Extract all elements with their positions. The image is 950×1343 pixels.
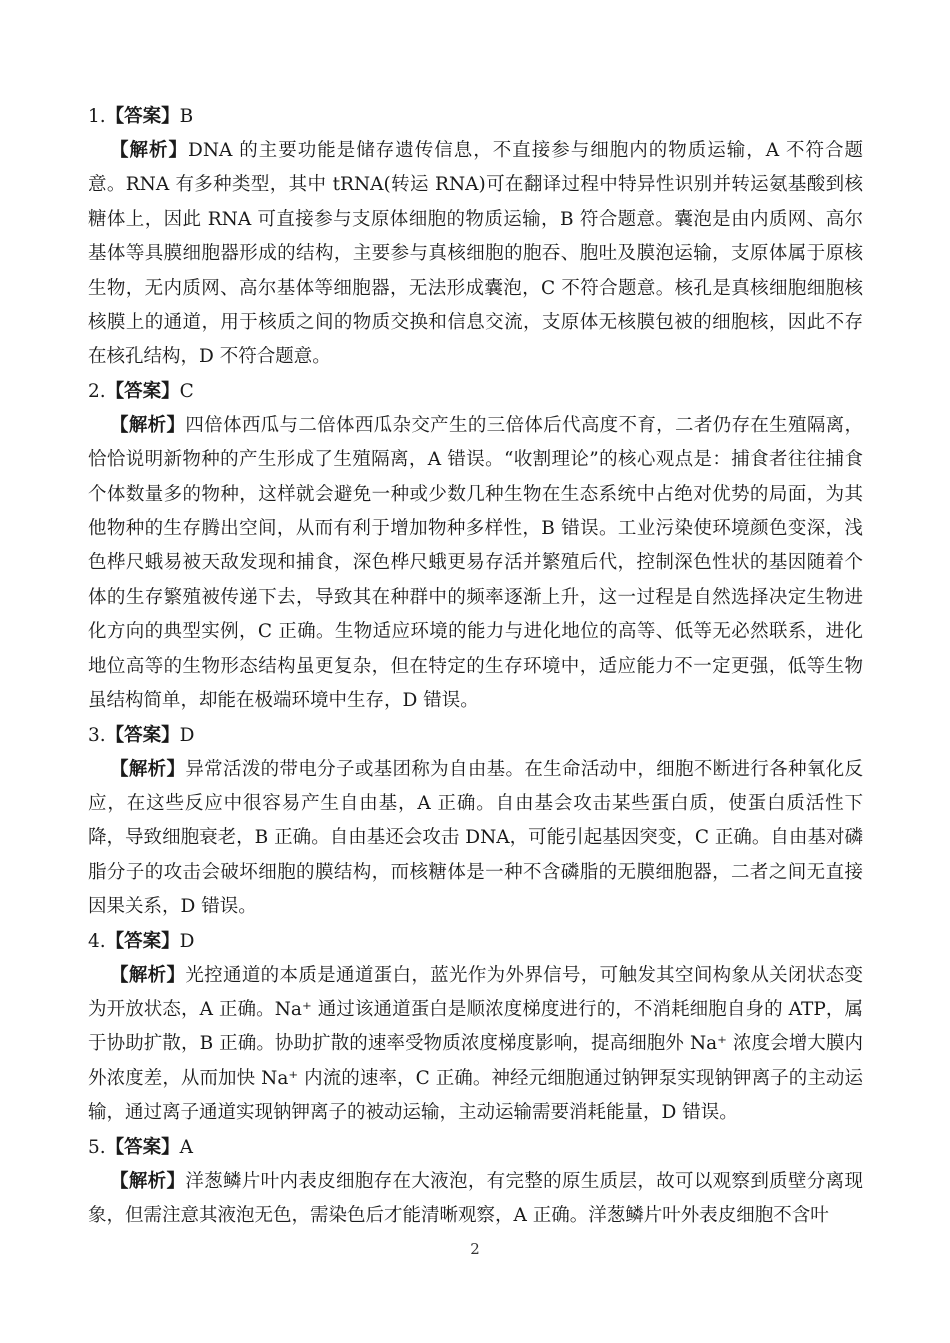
answer-tag: 【答案】: [105, 930, 180, 952]
answer-letter: D: [179, 930, 195, 952]
analysis-text: DNA 的主要功能是储存遗传信息，不直接参与细胞内的物质运输，A 不符合题意。RNA 有多种类型，其中 tRNA(转运 RNA)可在翻译过程中特异性识别并转运氨基酸到核糖体上，因此 RNA 可直接参与支原体细胞的物质运输，B 符合题意。囊泡是由内质网、高尔基体等具膜细胞器形成的结构，主要参与真核细胞的胞吞、胞吐及膜泡运输，支原体属于原核生物，无内质网、高尔基体等细胞器，无法形成囊泡，C 不符合题意。核孔是真核细胞细胞核核膜上的通道，用于核质之间的物质交换和信息交流，支原体无核膜包被的细胞核，因此不存在核孔结构，D 不符合题意。: [88, 140, 863, 368]
analysis-text: 四倍体西瓜与二倍体西瓜杂交产生的三倍体后代高度不育，二者仍存在生殖隔离，恰恰说明新物种的产生形成了生殖隔离，A 错误。“收割理论”的核心观点是：捕食者往往捕食个体数量多的物种，这样就会避免一种或少数几种生物在生态系统中占绝对优势的局面，为其他物种的生存腾出空间，从而有利于增加物种多样性，B 错误。工业污染使环境颜色变深，浅色桦尺蛾易被天敌发现和捕食，深色桦尺蛾更易存活并繁殖后代，控制深色性状的基因随着个体的生存繁殖被传递下去，导致其在种群中的频率逐渐上升，这一过程是自然选择决定生物进化方向的典型实例，C 正确。生物适应环境的能力与进化地位的高等、低等无必然联系，进化地位高等的生物形态结构虽更复杂，但在特定的生存环境中，适应能力不一定更强，低等生物虽结构简单，却能在极端环境中生存，D 错误。: [88, 414, 863, 712]
analysis-tag: 【解析】: [110, 414, 186, 436]
analysis-text: 光控通道的本质是通道蛋白，蓝光作为外界信号，可触发其空间构象从关闭状态变为开放状态，A 正确。Na⁺ 通过该通道蛋白是顺浓度梯度进行的，不消耗细胞自身的 ATP，属于协助扩散，B 正确。协助扩散的速率受物质浓度梯度影响，提高细胞外 Na⁺ 浓度会增大膜内外浓度差，从而加快 Na⁺ 内流的速率，C 正确。神经元细胞通过钠钾泵实现钠钾离子的主动运输，通过离子通道实现钠钾离子的被动运输，主动运输需要消耗能量，D 错误。: [88, 964, 863, 1124]
question-number: 5.: [88, 1136, 106, 1158]
analysis-tag: 【解析】: [110, 758, 186, 780]
question-5: [88, 1131, 863, 1234]
question-2: [88, 375, 863, 719]
question-number: 2.: [88, 380, 106, 402]
answer-tag: 【答案】: [105, 106, 180, 127]
analysis-text: 洋葱鳞片叶内表皮细胞存在大液泡，有完整的原生质层，故可以观察到质壁分离现象，但需注意其液泡无色，需染色后才能清晰观察，A 正确。洋葱鳞片叶外表皮细胞不含叶: [88, 1170, 863, 1226]
question-number: 4.: [88, 930, 106, 952]
analysis-paragraph: [88, 134, 863, 375]
analysis-paragraph: [88, 753, 863, 925]
answer-letter: B: [179, 106, 194, 127]
answer-line: [88, 100, 863, 134]
answer-line: [88, 375, 863, 409]
answer-line: [88, 719, 863, 753]
analysis-tag: 【解析】: [110, 1170, 186, 1192]
answer-line: [88, 1131, 863, 1165]
answer-line: [88, 925, 863, 959]
answer-tag: 【答案】: [105, 380, 180, 402]
answer-tag: 【答案】: [105, 1136, 180, 1158]
question-number: 1.: [88, 106, 106, 127]
answer-key-content: [88, 100, 863, 1233]
page-number: 2: [470, 1240, 480, 1258]
question-1: [88, 100, 863, 375]
analysis-tag: 【解析】: [110, 140, 188, 161]
answer-letter: C: [179, 380, 194, 402]
analysis-paragraph: [88, 1165, 863, 1234]
question-4: [88, 925, 863, 1131]
answer-tag: 【答案】: [105, 724, 180, 746]
question-number: 3.: [88, 724, 106, 746]
analysis-paragraph: [88, 409, 863, 719]
answer-letter: D: [179, 724, 195, 746]
analysis-paragraph: [88, 959, 863, 1131]
analysis-tag: 【解析】: [110, 964, 186, 986]
analysis-text: 异常活泼的带电分子或基团称为自由基。在生命活动中，细胞不断进行各种氧化反应，在这些反应中很容易产生自由基，A 正确。自由基会攻击某些蛋白质，使蛋白质活性下降，导致细胞衰老，B 正确。自由基还会攻击 DNA，可能引起基因突变，C 正确。自由基对磷脂分子的攻击会破坏细胞的膜结构，而核糖体是一种不含磷脂的无膜细胞器，二者之间无直接因果关系，D 错误。: [88, 758, 863, 918]
question-3: [88, 719, 863, 925]
answer-letter: A: [179, 1136, 194, 1158]
